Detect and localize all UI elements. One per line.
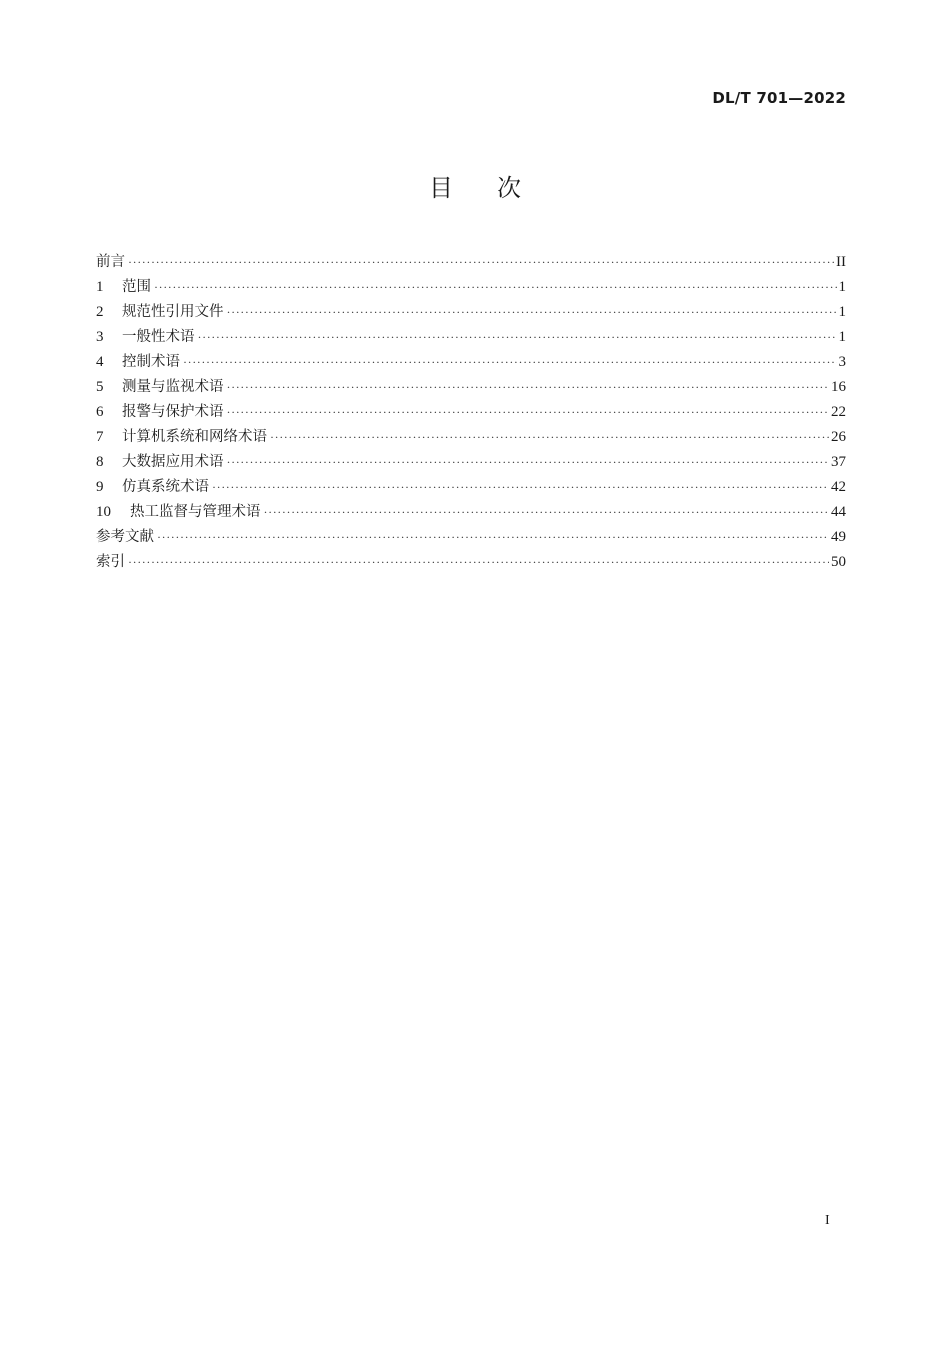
table-of-contents (96, 250, 846, 575)
toc-entry-label: 测量与监视术语 (122, 379, 224, 395)
toc-entry-7[interactable] (96, 425, 846, 450)
toc-entry-label: 参考文献 (96, 529, 154, 545)
toc-entry-number: 1 (96, 279, 104, 295)
toc-entry-page: 26 (831, 429, 846, 445)
toc-entry-page: 1 (838, 329, 846, 345)
toc-entry-5[interactable] (96, 375, 846, 400)
toc-entry-number: 3 (96, 329, 104, 345)
toc-entry-page: 16 (831, 379, 846, 395)
toc-entry-number: 8 (96, 454, 104, 470)
toc-leader-dots (227, 400, 830, 425)
toc-leader-dots (128, 550, 829, 575)
toc-entry-10[interactable] (96, 500, 846, 525)
page-title-char-1: 目 (429, 174, 453, 202)
toc-entry-label: 前言 (96, 254, 125, 270)
toc-entry-number: 5 (96, 379, 104, 395)
toc-entry-references[interactable] (96, 525, 846, 550)
toc-entry-label: 计算机系统和网络术语 (122, 429, 267, 445)
toc-leader-dots (212, 475, 829, 500)
toc-entry-page: 50 (831, 554, 846, 570)
standard-code: DL/T 701—2022 (712, 89, 846, 107)
page-title-char-2: 次 (497, 174, 521, 202)
toc-entry-number: 7 (96, 429, 104, 445)
toc-leader-dots (227, 375, 830, 400)
toc-entry-foreword[interactable] (96, 250, 846, 275)
toc-entry-number: 9 (96, 479, 104, 495)
page-number: I (825, 1213, 830, 1228)
toc-entry-6[interactable] (96, 400, 846, 425)
toc-entry-label: 一般性术语 (122, 329, 195, 345)
toc-leader-dots (270, 425, 829, 450)
toc-entry-page: 22 (831, 404, 846, 420)
toc-entry-page: II (836, 254, 846, 270)
toc-entry-2[interactable] (96, 300, 846, 325)
toc-leader-dots (183, 350, 837, 375)
toc-entry-label: 索引 (96, 554, 125, 570)
toc-entry-page: 3 (838, 354, 846, 370)
toc-entry-page: 44 (831, 504, 846, 520)
toc-leader-dots (198, 325, 837, 350)
toc-entry-label: 大数据应用术语 (122, 454, 224, 470)
toc-entry-label: 范围 (122, 279, 151, 295)
toc-leader-dots (264, 500, 830, 525)
toc-entry-label: 控制术语 (122, 354, 180, 370)
toc-entry-number: 10 (96, 504, 111, 520)
toc-entry-9[interactable] (96, 475, 846, 500)
toc-leader-dots (227, 450, 830, 475)
toc-entry-3[interactable] (96, 325, 846, 350)
toc-entry-page: 42 (831, 479, 846, 495)
toc-entry-page: 37 (831, 454, 846, 470)
toc-entry-page: 49 (831, 529, 846, 545)
toc-entry-label: 规范性引用文件 (122, 304, 224, 320)
toc-leader-dots (157, 525, 829, 550)
toc-entry-8[interactable] (96, 450, 846, 475)
toc-entry-page: 1 (838, 304, 846, 320)
toc-entry-label: 报警与保护术语 (122, 404, 224, 420)
toc-entry-label: 仿真系统术语 (122, 479, 209, 495)
toc-entry-number: 6 (96, 404, 104, 420)
toc-entry-1[interactable] (96, 275, 846, 300)
toc-leader-dots (154, 275, 837, 300)
toc-leader-dots (227, 300, 837, 325)
toc-entry-4[interactable] (96, 350, 846, 375)
toc-entry-number: 2 (96, 304, 104, 320)
toc-entry-page: 1 (838, 279, 846, 295)
toc-entry-index[interactable] (96, 550, 846, 575)
toc-entry-number: 4 (96, 354, 104, 370)
page-title (0, 168, 950, 203)
toc-leader-dots (128, 250, 834, 275)
toc-entry-label: 热工监督与管理术语 (130, 504, 261, 520)
